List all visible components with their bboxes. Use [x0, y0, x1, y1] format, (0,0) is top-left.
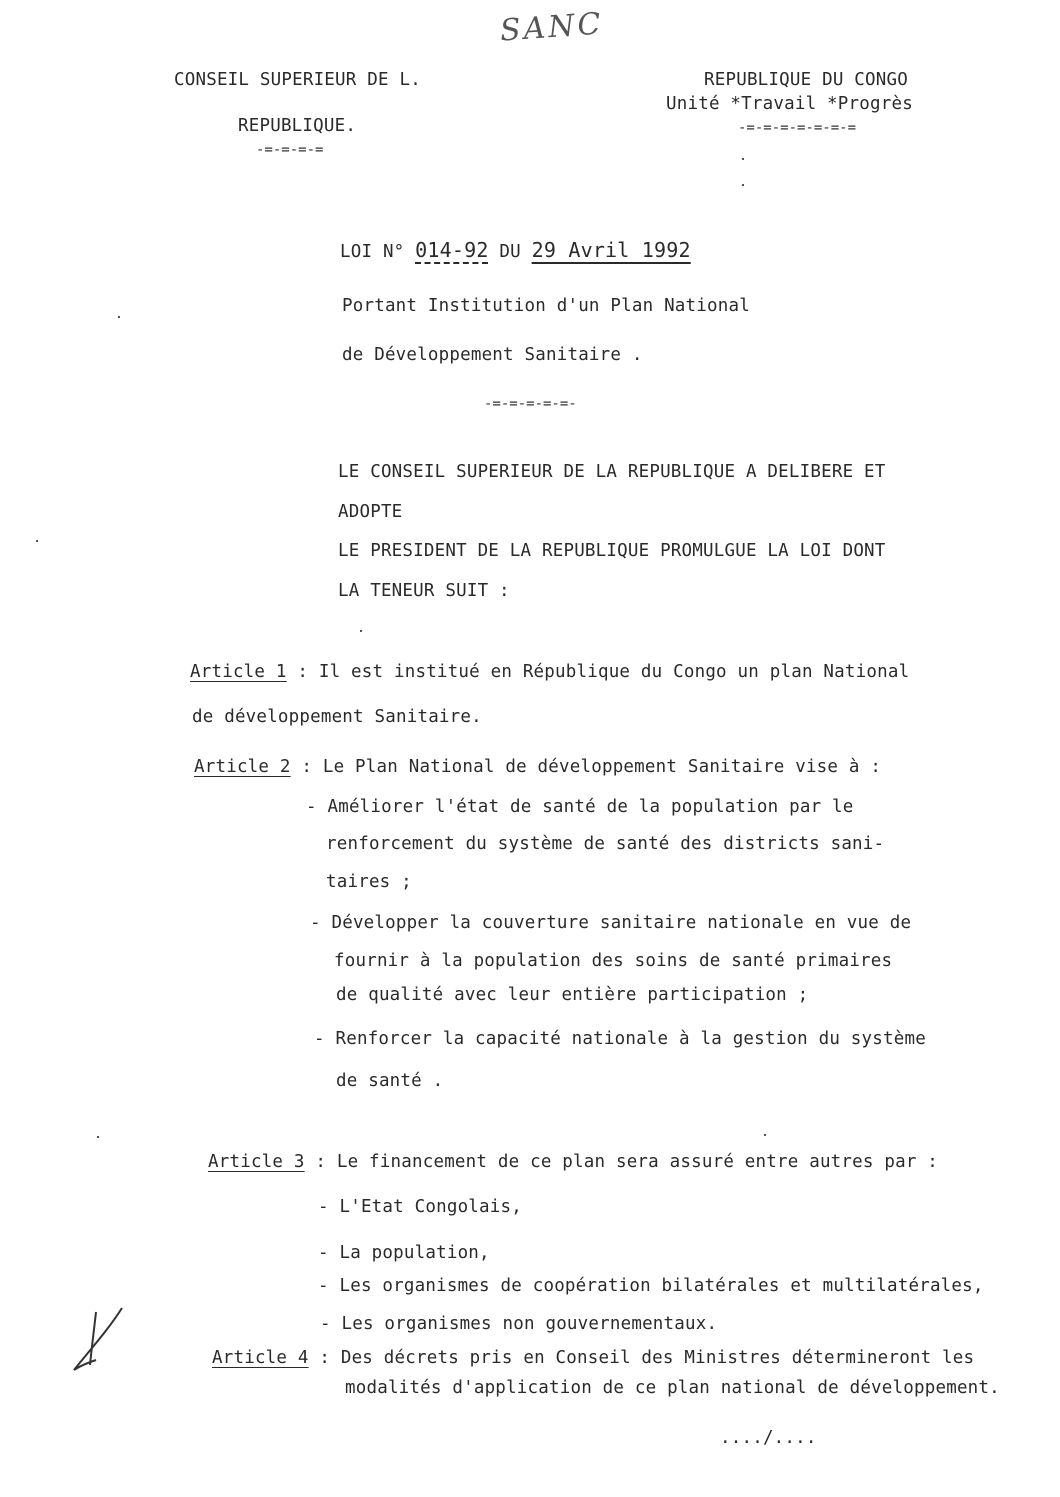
- continuation-marker: ..../....: [720, 1428, 817, 1448]
- article-2-item-2-line2: fournir à la population des soins de santé primaires: [334, 951, 893, 971]
- article-1-label: Article 1: [190, 662, 287, 682]
- scan-speck: [36, 540, 38, 542]
- article-2-label: Article 2: [194, 757, 291, 777]
- handwritten-note: SANC: [498, 6, 605, 49]
- header-right-separator: -=-=-=-=-=-=-=: [738, 120, 857, 136]
- scan-speck: [764, 1134, 766, 1136]
- article-4: [212, 1348, 974, 1368]
- article-2-intro: : Le Plan National de développement Sanitaire vise à :: [290, 757, 882, 777]
- article-3-item-3: - Les organismes de coopération bilatérales et multilatérales,: [318, 1276, 984, 1296]
- scan-speck: [742, 158, 744, 160]
- article-2-item-2-line3: de qualité avec leur entière participation ;: [336, 985, 809, 1005]
- law-title: [340, 238, 691, 262]
- header-right-line1: REPUBLIQUE DU CONGO: [704, 70, 908, 90]
- subject-line2: de Développement Sanitaire .: [342, 345, 643, 365]
- article-3-item-2: - La population,: [318, 1243, 490, 1263]
- loi-number: 014-92: [415, 238, 489, 262]
- du-label: DU: [499, 242, 521, 262]
- initials-mark: [60, 1300, 140, 1400]
- article-2-item-3-line1: - Renforcer la capacité nationale à la gestion du système: [314, 1029, 926, 1049]
- article-3-item-1: - L'Etat Congolais,: [318, 1197, 522, 1217]
- preamble-line2: ADOPTE: [338, 502, 403, 522]
- preamble-line3: LE PRESIDENT DE LA REPUBLIQUE PROMULGUE LA LOI DONT: [338, 541, 886, 561]
- article-3-label: Article 3: [208, 1152, 305, 1172]
- subject-line1: Portant Institution d'un Plan National: [342, 296, 750, 316]
- scan-speck: [118, 316, 120, 318]
- article-3-intro: : Le financement de ce plan sera assuré entre autres par :: [304, 1152, 939, 1172]
- title-separator: -=-=-=-=-=-: [484, 396, 577, 412]
- article-2-item-3-line2: de santé .: [336, 1071, 444, 1091]
- article-4-label: Article 4: [212, 1348, 309, 1368]
- article-1: [190, 662, 909, 682]
- header-right-line2: Unité *Travail *Progrès: [666, 94, 913, 114]
- preamble-line1: LE CONSEIL SUPERIEUR DE LA REPUBLIQUE A DELIBERE ET: [338, 462, 886, 482]
- article-2-item-1-line1: - Améliorer l'état de santé de la population par le: [306, 797, 854, 817]
- article-3: [208, 1152, 938, 1172]
- header-left-line2: REPUBLIQUE.: [238, 116, 357, 136]
- loi-label: LOI N°: [340, 242, 405, 262]
- header-left-separator: -=-=-=-=: [256, 142, 324, 158]
- article-2-item-2-line1: - Développer la couverture sanitaire nationale en vue de: [310, 913, 912, 933]
- loi-date: 29 Avril 1992: [531, 238, 691, 262]
- article-2: [194, 757, 881, 777]
- scan-speck: [97, 1136, 99, 1138]
- article-2-item-1-line2: renforcement du système de santé des districts sani-: [326, 834, 885, 854]
- scan-speck: [360, 630, 362, 632]
- scan-speck: [742, 184, 744, 186]
- preamble-line4: LA TENEUR SUIT :: [338, 581, 510, 601]
- article-1-text-line2: de développement Sanitaire.: [192, 707, 482, 727]
- article-3-item-4: - Les organismes non gouvernementaux.: [320, 1314, 718, 1334]
- article-4-text-line2: modalités d'application de ce plan national de développement.: [345, 1378, 1000, 1398]
- article-4-text: : Des décrets pris en Conseil des Ministres détermineront les: [308, 1348, 975, 1368]
- article-2-item-1-line3: taires ;: [326, 872, 412, 892]
- article-1-text: : Il est institué en République du Congo un plan National: [286, 662, 910, 682]
- header-left-line1: CONSEIL SUPERIEUR DE L.: [174, 70, 421, 90]
